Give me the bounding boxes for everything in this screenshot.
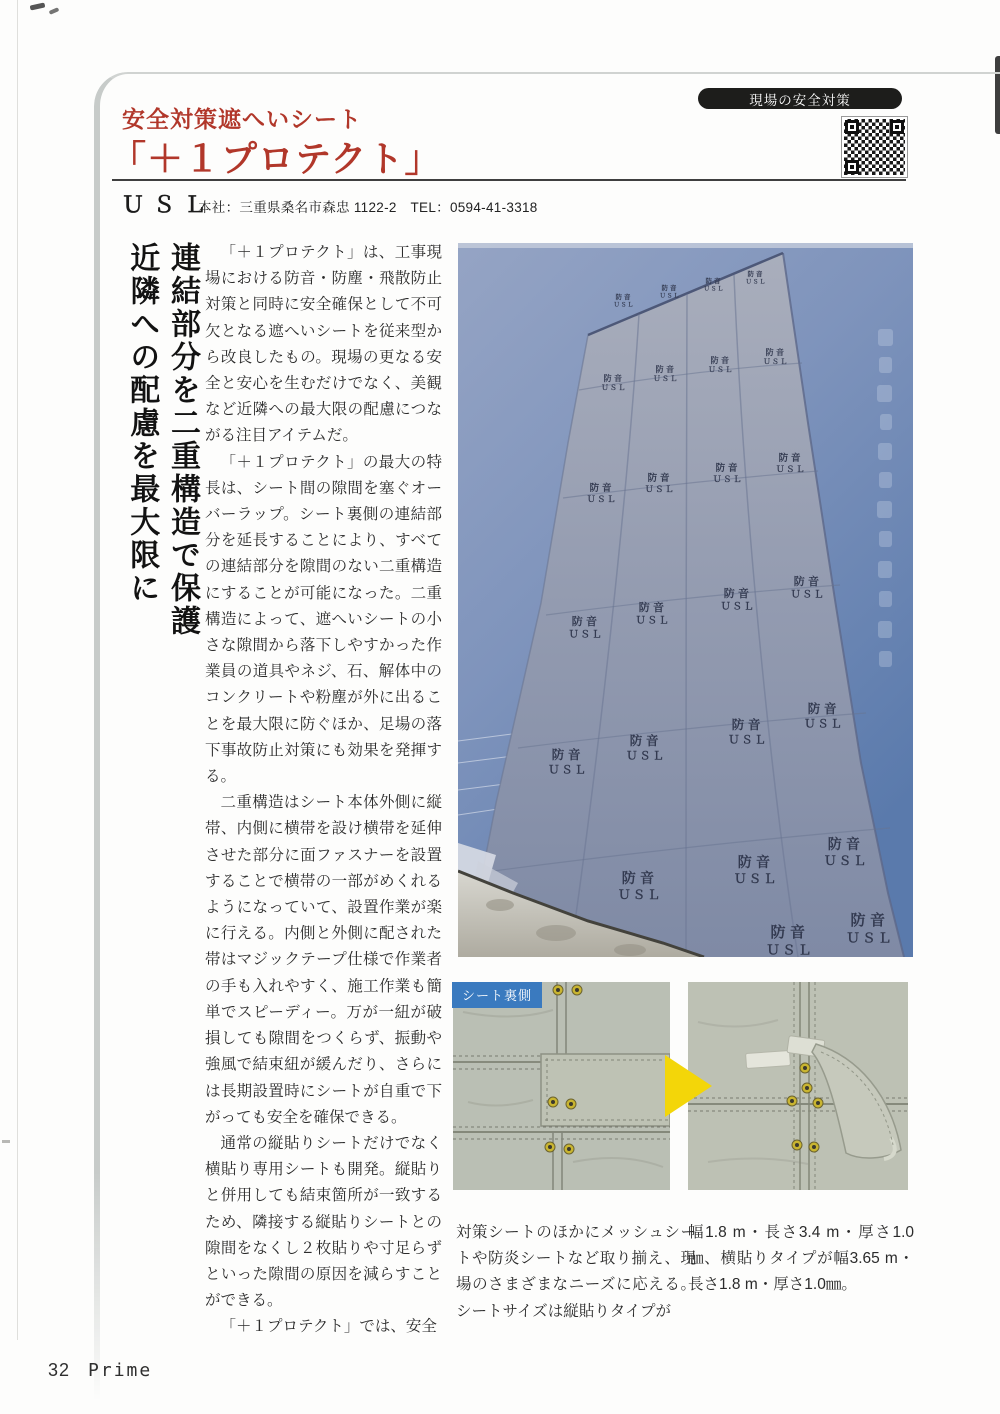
svg-text:ＵＳＬ: ＵＳＬ (635, 615, 671, 627)
svg-text:防音: 防音 (778, 453, 804, 464)
qr-finder-icon (845, 120, 859, 134)
svg-text:防音: 防音 (731, 717, 765, 732)
qr-code (842, 117, 907, 177)
svg-text:防音: 防音 (827, 837, 865, 853)
article-column-middle (456, 1220, 696, 1325)
overlap-flap (541, 1054, 670, 1126)
svg-text:防音: 防音 (850, 911, 890, 929)
svg-text:防音: 防音 (723, 587, 753, 600)
article-title: 「＋１プロテクト」 (110, 139, 442, 179)
svg-text:防音: 防音 (737, 855, 775, 871)
svg-text:ＵＳＬ: ＵＳＬ (587, 494, 617, 505)
scan-mark (49, 7, 60, 15)
main-photo-sheet-tower (458, 243, 913, 957)
svg-text:ＵＳＬ: ＵＳＬ (659, 293, 681, 300)
svg-text:防音: 防音 (647, 473, 673, 484)
header-divider (112, 179, 906, 181)
svg-text:ＵＳＬ: ＵＳＬ (601, 383, 627, 393)
arrow-right-icon (665, 1055, 712, 1117)
svg-text:防音: 防音 (615, 293, 633, 301)
paragraph: 通常の縦貼りシートだけでなく横貼り専用シートも開発。縦貼りと併用しても結束箇所が一致するため、隣接する縦貼りシートとの隙間をなくし２枚貼りや寸足らずといった隙間の原因を減らすことができる。 (205, 1134, 442, 1310)
svg-text:ＵＳＬ: ＵＳＬ (763, 357, 789, 367)
qr-finder-icon (845, 160, 859, 174)
svg-text:防音: 防音 (661, 284, 679, 292)
paragraph: 幅1.8 m・長さ3.4 m・厚さ1.0㎜、横貼りタイプが幅3.65 m・長さ1.8 m・厚さ1.0㎜。 (688, 1224, 914, 1294)
svg-text:ＵＳＬ: ＵＳＬ (708, 365, 734, 375)
inset-photo-label: シート裏側 (452, 982, 542, 1008)
svg-text:防音: 防音 (571, 615, 601, 628)
svg-text:ＵＳＬ: ＵＳＬ (804, 717, 844, 731)
category-badge: 現場の安全対策 (698, 88, 902, 109)
svg-text:ＵＳＬ: ＵＳＬ (720, 601, 756, 613)
company-name: ＵＳＬ (122, 192, 216, 217)
qr-finder-icon (890, 120, 904, 134)
svg-text:ＵＳＬ: ＵＳＬ (568, 629, 604, 641)
svg-text:ＵＳＬ: ＵＳＬ (745, 279, 767, 286)
svg-text:防音: 防音 (770, 923, 810, 941)
magazine-brand: Prime (88, 1360, 153, 1381)
svg-text:ＵＳＬ: ＵＳＬ (790, 589, 826, 601)
svg-text:防音: 防音 (655, 365, 677, 374)
svg-text:防音: 防音 (621, 871, 659, 887)
svg-text:防音: 防音 (710, 356, 732, 365)
svg-text:ＵＳＬ: ＵＳＬ (846, 930, 894, 947)
article-column-left (205, 240, 442, 1341)
svg-text:防音: 防音 (793, 575, 823, 588)
svg-text:ＵＳＬ: ＵＳＬ (653, 374, 679, 384)
paragraph: 「＋１プロテクト」は、工事現場における防音・防塵・飛散防止対策と同時に安全確保として不可欠となる遮へいシートを従来型から改良したもの。現場の更なる安全と安心を生むだけでなく、美観など近隣への最大限の配慮につながる注目アイテムだ。 (205, 244, 442, 445)
svg-text:ＵＳＬ: ＵＳＬ (617, 887, 663, 903)
svg-text:防音: 防音 (807, 701, 841, 716)
velcro-tab (746, 1050, 791, 1068)
svg-text:ＵＳＬ: ＵＳＬ (703, 286, 725, 293)
svg-text:ＵＳＬ: ＵＳＬ (645, 484, 675, 495)
photo-edge-light (458, 243, 913, 248)
svg-text:防音: 防音 (715, 463, 741, 474)
article-subtitle: 安全対策遮へいシート (122, 107, 362, 132)
company-address: 本社：三重県桑名市森忠 1122-2 TEL：0594-41-3318 (198, 200, 538, 215)
svg-text:ＵＳＬ: ＵＳＬ (728, 733, 768, 747)
paragraph: 二重構造はシート本体外側に縦帯、内側に横帯を設け横帯を延伸させた部分に面ファスナーを設置することで横帯の一部がめくれるようになっていて、設置作業が楽に行える。内側と外側に配された帯はマジックテープ仕様で作業者の手も入れやすく、施工作業も簡単でスピーディー。万が一紐が破損しても隙間をつくらず、振動や強風で結束紐が緩んだり、さらには長期設置時にシートが自重で下がっても安全を確保できる。 (205, 794, 442, 1126)
svg-text:防音: 防音 (705, 277, 723, 285)
svg-text:ＵＳＬ: ＵＳＬ (823, 853, 869, 869)
paragraph: 「＋１プロテクト」の最大の特長は、シート間の隙間を塞ぐオーバーラップ。シート裏側の連結部分を延長することにより、すべての連結部分を隙間のない二重構造にすることが可能になった。二重構造によって、遮へいシートの小さな隙間から落下しやすかった作業員の道具やネジ、石、解体中のコンクリートや粉塵が外に出ることを最大限に防ぐほか、足場の落下事故防止対策にも効果を発揮する。 (205, 453, 442, 786)
svg-text:防音: 防音 (747, 270, 765, 278)
svg-text:ＵＳＬ: ＵＳＬ (626, 749, 666, 763)
inset-photo-flap-open (688, 982, 908, 1190)
svg-text:ＵＳＬ: ＵＳＬ (548, 763, 588, 777)
page-footer (48, 1360, 152, 1381)
svg-text:防音: 防音 (629, 733, 663, 748)
scan-tick (2, 1140, 10, 1143)
page-number: 32 (48, 1360, 71, 1380)
headline-line1: 連結部分を二重構造で保護 (165, 242, 200, 638)
svg-text:ＵＳＬ: ＵＳＬ (713, 474, 743, 485)
vertical-headline (110, 242, 202, 662)
svg-text:防音: 防音 (603, 374, 625, 383)
svg-text:ＵＳＬ: ＵＳＬ (766, 942, 814, 957)
paragraph: 対策シートのほかにメッシュシートや防炎シートなど取り揃え、現場のさまざまなニーズに応える。シートサイズは縦貼りタイプが (456, 1224, 696, 1320)
paragraph: 「＋１プロテクト」では、安全 (220, 1318, 437, 1336)
article-column-right (688, 1220, 914, 1299)
svg-text:ＵＳＬ: ＵＳＬ (613, 302, 635, 309)
headline-line2: 近隣への配慮を最大限に (124, 242, 160, 605)
scan-edge-line (17, 0, 18, 1340)
svg-text:防音: 防音 (551, 747, 585, 762)
svg-text:ＵＳＬ: ＵＳＬ (776, 464, 806, 475)
svg-text:防音: 防音 (638, 601, 668, 614)
inset-photo-sheet-back (453, 982, 670, 1190)
svg-text:防音: 防音 (765, 348, 787, 357)
scan-mark (30, 2, 46, 10)
svg-text:ＵＳＬ: ＵＳＬ (733, 871, 779, 887)
svg-text:防音: 防音 (589, 483, 615, 494)
